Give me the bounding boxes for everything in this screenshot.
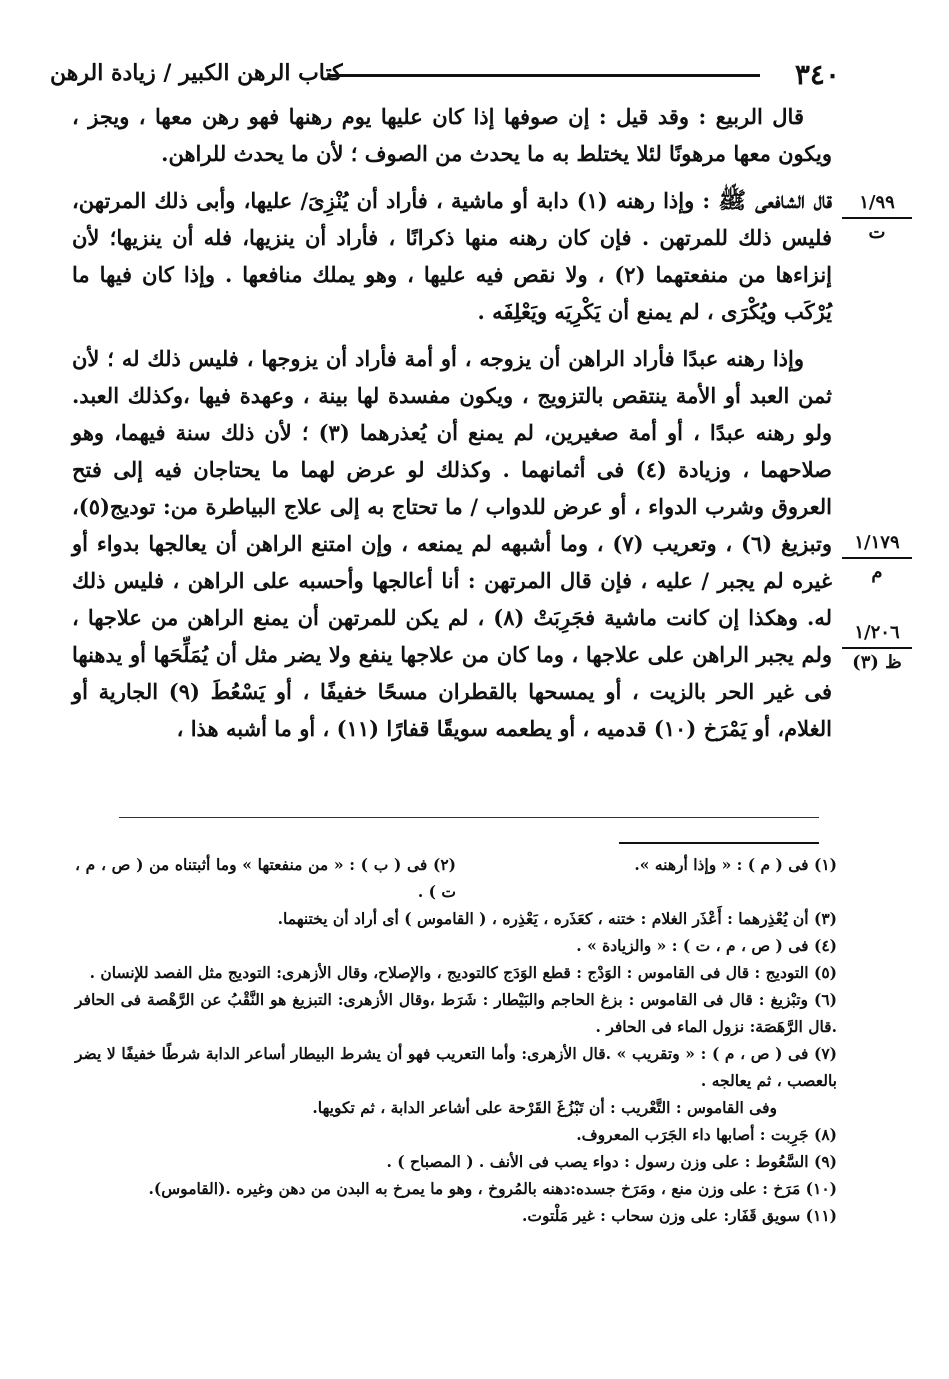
footnote-3: (٣) أن يُعْذِرهما : أَعْذَر الغلام : ختنه ، كعَذَره ، يَعْذِره ، ( القاموس ) أى أراد أن يختنهما. — [277, 909, 837, 928]
footnote-7-continued: وفى القاموس : التَّعْريب : أن تَبْزُغَ القَرْحة على أشاعر الدابة ، ثم تكويها. — [312, 1098, 777, 1117]
footnote-8: (٨) جَرِبت : أصابها داء الجَرَب المعروف. — [576, 1125, 837, 1144]
margin-sig: ت — [868, 222, 886, 243]
speaker-name: قال الشافعى ﷺ — [718, 187, 832, 214]
footnote-10: (١٠) مَرَخ : على وزن منع ، ومَرَخ جسده:دهنه بالمُروخ ، وهو ما يمرخ به البدن من دهن وغيره .(القاموس). — [148, 1179, 837, 1198]
footnote-4: (٤) فى ( ص ، م ، ت ) : « والزيادة » . — [576, 936, 837, 955]
paragraph-slave: وإذا رهنه عبدًا فأراد الراهن أن يزوجه ، أو أمة فأراد أن يزوجها ، فليس ذلك له ؛ لأن ثمن العبد أو الأمة ينتقص بالتزويج ، ويكون مفسدة لها بينة ، وعهدة فيها ،وكذلك العبد. ولو رهنه عبدًا ، أو أمة صغيرين، لم يمنع أن يُعذرهما (٣) ؛ لأن ذلك سنة فيهما، وهو صلاحهما ، وزيادة (٤) فى أثمانهما . وكذلك لو عرض لهما ما يحتاجان فيه إلى فتح العروق وشرب الدواء ، أو عرض للدواب / ما تحتاج به إلى علاج البياطرة من: توديج(٥)، وتبزيغ (٦) ، وتعريب (٧) ، وما أشبهه لم يمنعه ، وإن امتنع الراهن أن يعالجها بدواء أو غيره لم يجبر / عليه ، فإن قال المرتهن : أنا أعالجها وأحسبه على الراهن ، فليس ذلك له. وهكذا إن كانت ماشية فجَرِبَتْ (٨) ، لم يكن للمرتهن أن يمنع الراهن من علاجها ، ولم يجبر الراهن على علاجها ، وما كان من علاجها ينفع ولا يضر مثل أن يُمَلِّحَها أو يدهنها فى غير الحر بالزيت ، أو يمسحها بالقطران مسحًا خفيفًا ، أو يَسْعُطَ (٩) الجارية أو الغلام، أو يَمْرَخ (١٠) قدميه ، أو يطعمه سويقًا قفارًا (١١) ، أو ما أشبه هذا ، — [72, 346, 832, 741]
margin-ref: ١/٢٠٦ — [842, 622, 912, 649]
margin-ref: ١/١٧٩ — [842, 532, 912, 559]
paragraph-text: : وإذا رهنه (١) دابة أو ماشية ، فأراد أن يُنْزِىَ/ عليها، وأبى ذلك المرتهن، فليس ذلك للمرتهن . فإن كان رهنه منها ذكرانًا ، فأراد أن ينزيها، فله أن ينزيها؛ لأن إنزاءها من منفعتهما (٢) ، ولا نقص فيه عليها ، وهو يملك منافعها . وإذا كان فيها ما يُرْكَب ويُكْرَى ، لم يمنع أن يَكْرِيَه ويَعْلِفَه . — [72, 188, 832, 324]
text-end-rule — [119, 817, 819, 818]
footnote-11: (١١) سويق قَفَار: على وزن سحاب : غير مَلْتوت. — [521, 1206, 837, 1225]
footnote-5: (٥) التوديج : قال فى القاموس : الوَدْج : قطع الوَدَج كالتوديج ، والإصلاح، وقال الأزهرى: التوديج مثل الفصد للإنسان . — [89, 963, 837, 982]
footnote-1: (١) فى ( م ) : « وإذا أرهنه ». — [634, 855, 837, 874]
margin-note-2 — [842, 532, 912, 583]
footnote-9: (٩) السَّعُوط : على وزن رسول : دواء يصب فى الأنف . ( المصباح ) . — [386, 1152, 837, 1171]
footnote-separator — [619, 842, 819, 844]
footnote-row — [75, 851, 837, 905]
margin-note-1 — [842, 192, 912, 243]
footnote-2: (٢) فى ( ب ) : « من منفعتها » وما أثبتناه من ( ص ، م ، ت ) . — [75, 855, 456, 901]
paragraph-shafii — [72, 182, 832, 330]
footnote-6: (٦) وتبْزيغ : قال فى القاموس : بزغ الحاجم والبَيْطار : شَرَط ،وقال الأزهرى: التبزيغ هو النَّقْبُ عن الرَّهْصة فى الحافر .قال الرَّهَصَة: نزول الماء فى الحافر . — [75, 990, 837, 1036]
running-title: كتاب الرهن الكبير / زيادة الرهن — [50, 60, 343, 86]
main-text — [72, 98, 832, 757]
paragraph-rabi: قال الربيع : وقد قيل : إن صوفها إذا كان عليها يوم رهنها فهو رهن معها ، ويجز ، ويكون معها مرهونًا لئلا يختلط به ما يحدث من الصوف ؛ لأن ما يحدث للراهن. — [72, 104, 832, 166]
margin-note-3 — [842, 622, 912, 673]
footnote-7: (٧) فى ( ص ، م ) : « وتقريب » .قال الأزهرى: وأما التعريب فهو أن يشرط البيطار أساعر الدابة شرطًا خفيفًا لا يضر بالعصب ، ثم يعالجه . — [75, 1044, 837, 1090]
margin-sig: م — [871, 562, 883, 583]
footnotes — [75, 851, 837, 1229]
margin-sig: ظ (٣) — [852, 652, 902, 673]
page-header — [40, 52, 840, 92]
page-number: ٣٤٠ — [794, 58, 840, 91]
header-rule — [330, 74, 760, 77]
margin-ref: ١/٩٩ — [842, 192, 912, 219]
